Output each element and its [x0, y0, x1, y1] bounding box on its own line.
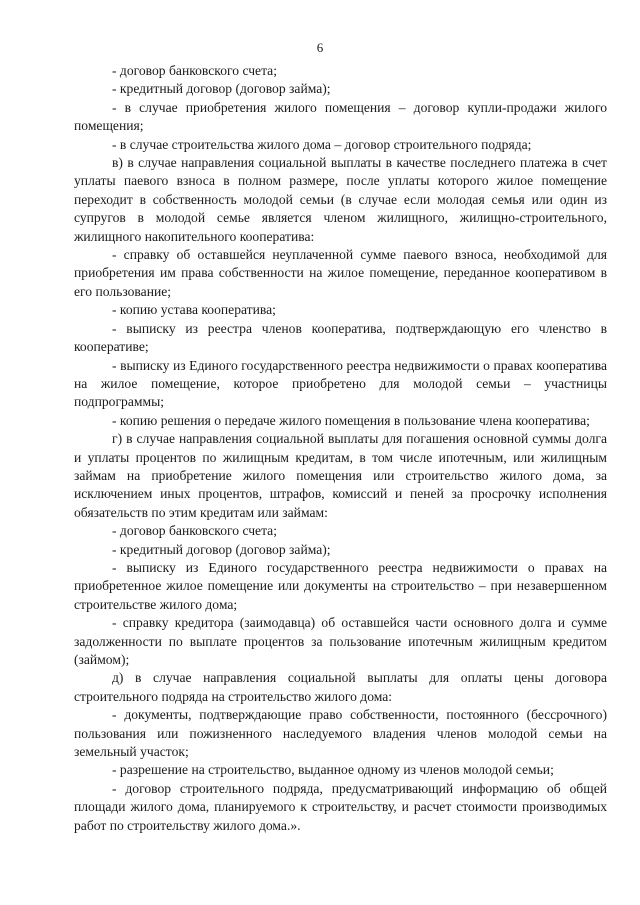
paragraph-item-d: д) в случае направления социальной выплаты для оплаты цены договора строительного подряда на строительство жилого дома:	[74, 670, 607, 704]
paragraph-transfer-decision: - копию решения о передаче жилого помещения в пользование члена кооператива;	[112, 412, 590, 428]
paragraph-construction-contract-details: - договор строительного подряда, предусматривающий информацию об общей площади жилого дома, планируемого к строительству, и расчет стоимости производимых работ по строительству жилого дома.».	[74, 780, 607, 833]
paragraph-member-register-extract: - выписку из реестра членов кооператива, подтверждающую его членство в кооперативе;	[74, 320, 607, 355]
document-body	[74, 62, 607, 835]
paragraph-bank-account-2: - договор банковского счета;	[112, 523, 277, 539]
paragraph-land-documents: - документы, подтверждающие право собственности, постоянного (бессрочного) пользования или пожизненного наследуемого владения членов молодой семьи на земельный участок;	[74, 707, 607, 760]
paragraph-registry-extract-cooperative: - выписку из Единого государственного реестра недвижимости о правах кооператива на жилое помещение, которое приобретено для молодой семьи – участницы подпрограммы;	[74, 357, 607, 410]
paragraph-loan-agreement-2: - кредитный договор (договор займа);	[112, 541, 331, 557]
paragraph-cooperative-charter: - копию устава кооператива;	[112, 302, 276, 318]
paragraph-bank-account: - договор банковского счета;	[112, 63, 277, 78]
paragraph-item-g: г) в случае направления социальной выплаты для погашения основной суммы долга и уплаты процентов по жилищным кредитам, в том числе ипотечным, или жилищным займам на приобретение жилого помещения или строительство жилого дома, за исключением иных процентов, штрафов, комиссий и пеней за просрочку исполнения обязательств по этим кредитам или займам:	[74, 431, 607, 520]
paragraph-purchase-contract: - в случае приобретения жилого помещения – договор купли-продажи жилого помещения;	[74, 99, 607, 134]
paragraph-registry-extract-property: - выписку из Единого государственного реестра недвижимости о правах на приобретенное жилое помещение или документы на строительство – при незавершенном строительстве жилого дома;	[74, 559, 607, 612]
paragraph-building-permit: - разрешение на строительство, выданное одному из членов молодой семьи;	[112, 762, 554, 778]
page-number: 6	[316, 40, 324, 55]
paragraph-construction-contract: - в случае строительства жилого дома – договор строительного подряда;	[112, 136, 532, 152]
paragraph-unpaid-share-certificate: - справку об оставшейся неуплаченной сумме паевого взноса, необходимой для приобретения им права собственности на жилое помещение, переданное кооперативом в его пользование;	[74, 247, 607, 299]
paragraph-creditor-certificate: - справку кредитора (заимодавца) об оставшейся части основного долга и сумме задолженности по выплате процентов за пользование ипотечным жилищным кредитом (займом);	[74, 615, 607, 667]
paragraph-loan-agreement: - кредитный договор (договор займа);	[112, 81, 331, 97]
paragraph-item-v: в) в случае направления социальной выплаты в качестве последнего платежа в счет уплаты паевого взноса в полном размере, после уплаты которого жилое помещение переходит в собственность молодой семьи (в случае если молодая семья или один из супругов в молодой семье является членом жилищного, жилищно-строительного, жилищного накопительного кооператива:	[74, 155, 607, 244]
